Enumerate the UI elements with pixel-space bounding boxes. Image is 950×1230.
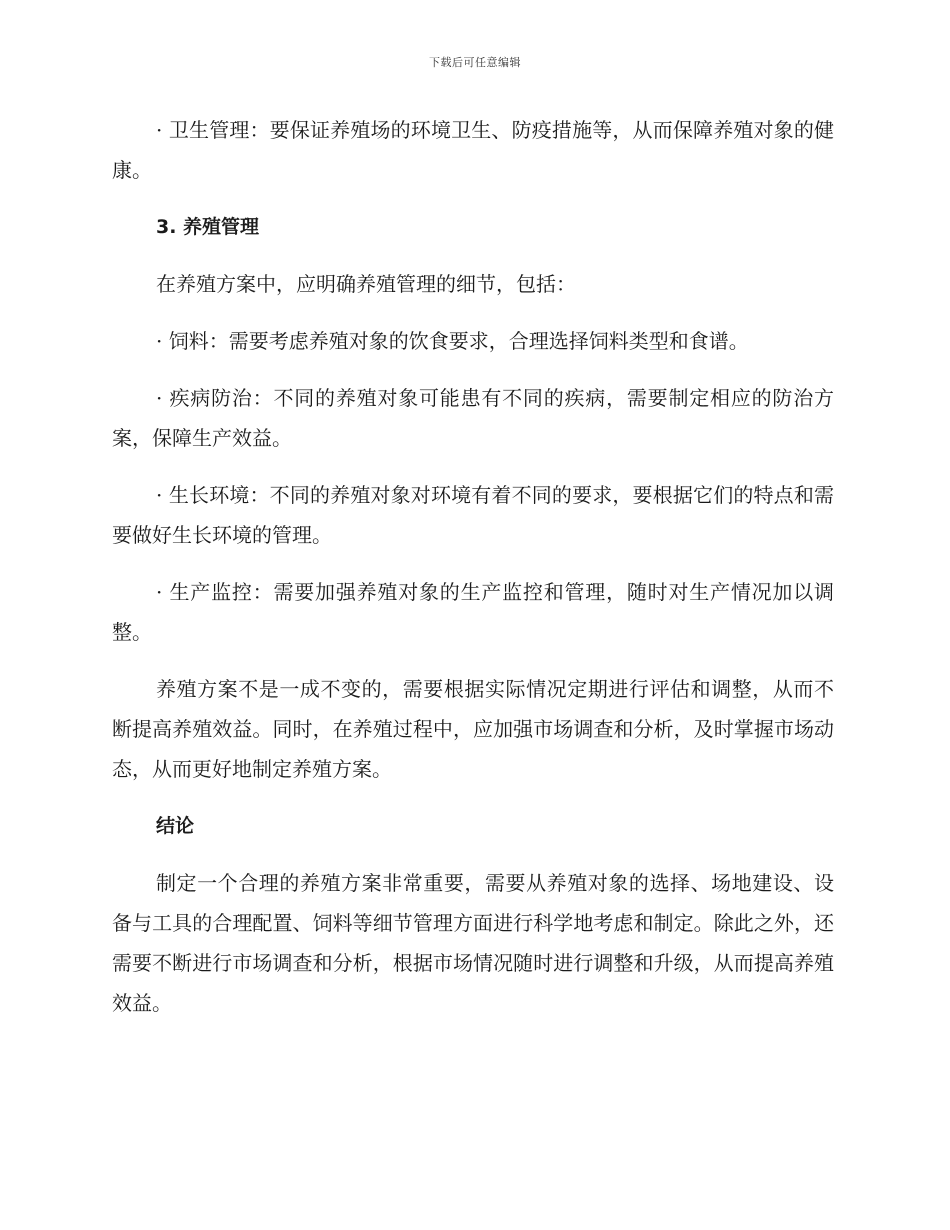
paragraph-hygiene: · 卫生管理：要保证养殖场的环境卫生、防疫措施等，从而保障养殖对象的健康。: [112, 118, 834, 182]
paragraph-intro: 在养殖方案中，应明确养殖管理的细节，包括：: [156, 272, 576, 296]
paragraph-disease: · 疾病防治：不同的养殖对象可能患有不同的疾病，需要制定相应的防治方案，保障生产效益。: [112, 386, 834, 450]
paragraph-evaluation: 养殖方案不是一成不变的，需要根据实际情况定期进行评估和调整，从而不断提高养殖效益。同时，在养殖过程中，应加强市场调查和分析，及时掌握市场动态，从而更好地制定养殖方案。: [112, 677, 834, 781]
paragraph-conclusion: 制定一个合理的养殖方案非常重要，需要从养殖对象的选择、场地建设、设备与工具的合理配置、饲料等细节管理方面进行科学地考虑和制定。除此之外，还需要不断进行市场调查和分析，根据市场情况随时进行调整和升级，从而提高养殖效益。: [112, 871, 834, 1015]
paragraph-monitoring: · 生产监控：需要加强养殖对象的生产监控和管理，随时对生产情况加以调整。: [112, 580, 834, 644]
document-body: [112, 110, 834, 1023]
paragraph-environment: · 生长环境：不同的养殖对象对环境有着不同的要求，要根据它们的特点和需要做好生长环境的管理。: [112, 483, 834, 547]
header-note: 下载后可任意编辑: [429, 56, 521, 69]
section-heading-conclusion: 结论: [156, 815, 195, 837]
paragraph-feed: · 饲料：需要考虑养殖对象的饮食要求，合理选择饲料类型和食谱。: [156, 329, 749, 353]
section-heading-management: 3. 养殖管理: [156, 216, 260, 238]
